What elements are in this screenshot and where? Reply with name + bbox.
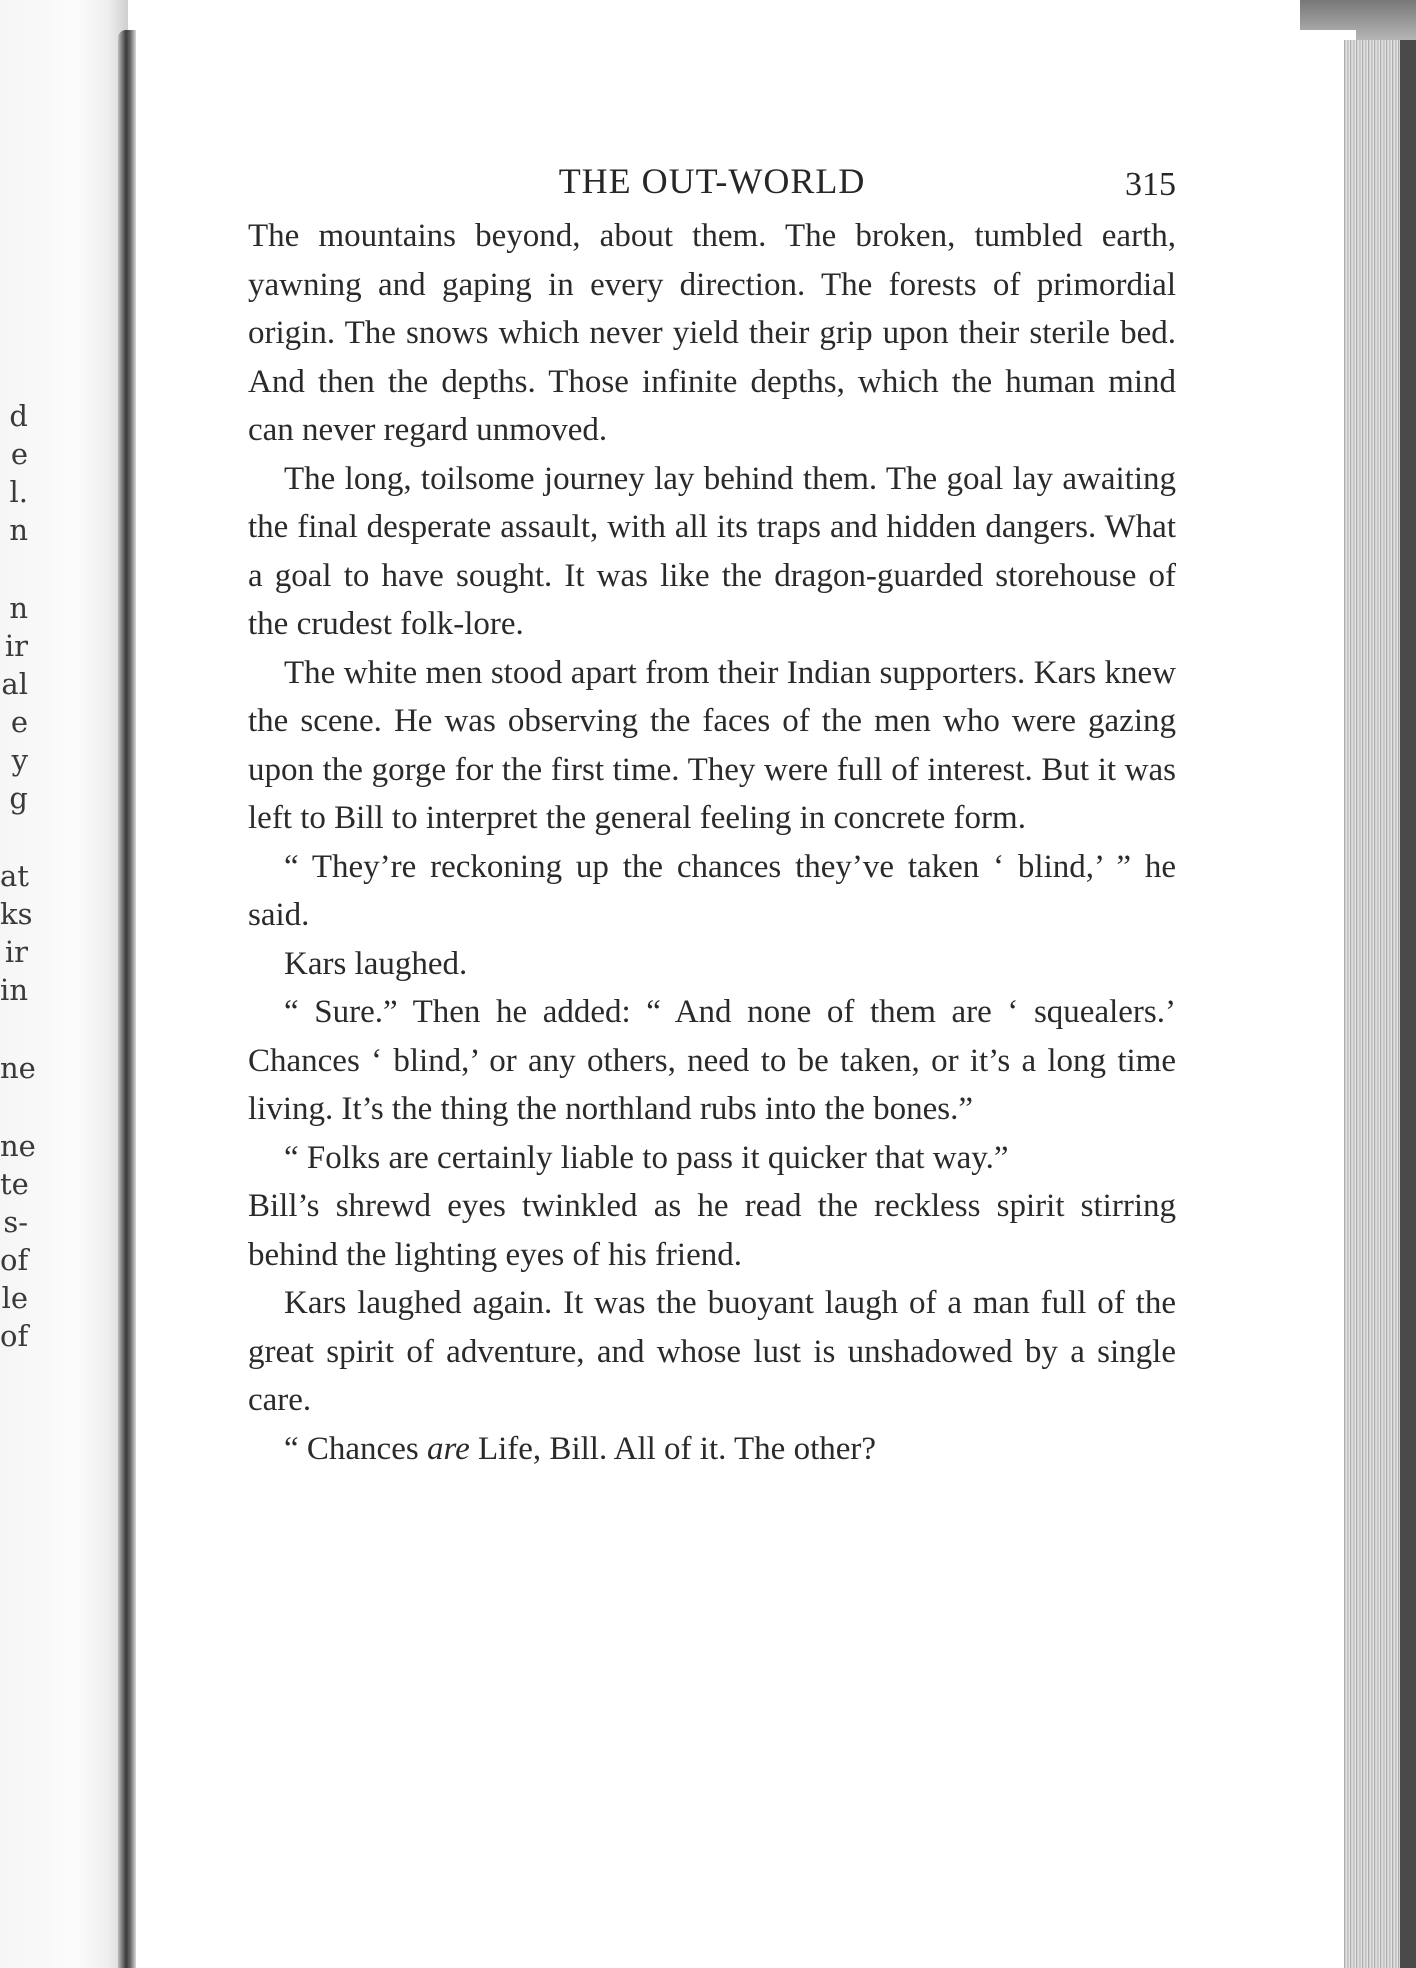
paragraph: The mountains beyond, about them. The broken, tumbled earth, yawning and gaping in every direction. The forests of primordial origin. The snows which never yield their grip upon their sterile bed. And then the depths. Those infinite depths, which the human mind can never regard unmoved. [248,218,1176,448]
book-gutter [118,30,136,1968]
paragraph: “ They’re reckoning up the chances they’ve taken ‘ blind,’ ” he said. [248,848,1176,933]
paragraph: Bill’s shrewd eyes twinkled as he read the reckless spirit stirring behind the lighting eyes of his friend. [248,1188,1176,1273]
left-page-fragment: ks [0,897,33,931]
last-line-end: Life, Bill. All of it. The other? [469,1430,877,1467]
paragraph: “ Sure.” Then he added: “ And none of them are ‘ squealers.’ Chances ‘ blind,’ or any others, need to be taken, or it’s a long time living. It’s the thing the northland rubs into the bones.” [248,994,1176,1127]
left-page-fragment: e [10,437,28,471]
left-page-fragment: l. [9,475,28,509]
left-page-fragment: s- [3,1205,28,1239]
left-page-fragment: n [9,591,28,625]
left-page-fragment: in [0,973,28,1007]
left-page-fragment: y [11,743,28,777]
left-page-fragment: ir [4,935,28,969]
left-page-fragment: at [0,859,29,893]
left-page-fragment: e [10,705,28,739]
left-page-fragment: ir [4,629,28,663]
chapter-title: THE OUT-WORLD [558,161,866,201]
left-page-fragment: al [1,667,28,701]
left-page-fragment: ne [0,1051,36,1085]
left-page-fragment: n [9,513,28,547]
previous-page-edge [0,0,128,1968]
paragraph-last-line [248,1425,1176,1474]
paragraph: The long, toilsome journey lay behind them. The goal lay awaiting the final desperate assault, with all its traps and hidden dangers. What a goal to have sought. It was like the dragon-guarded storehouse of the crudest folk-lore. [248,460,1176,642]
left-page-fragment: le [1,1281,28,1315]
book-cover-edge [1400,40,1416,1968]
paragraph: Kars laughed. [284,945,468,982]
left-page-fragment: te [0,1167,29,1201]
page-text [248,160,1176,1473]
running-head [248,160,1176,212]
left-page-fragment: ne [0,1129,36,1163]
italic-word: are [426,1430,470,1467]
page-number: 315 [1125,166,1176,203]
left-page-fragment: of [0,1319,29,1353]
last-line-start: “ Chances [284,1430,427,1467]
left-page-fragment: of [0,1243,29,1277]
left-page-fragment: g [9,781,28,815]
paragraph: Kars laughed again. It was the buoyant laugh of a man full of the great spirit of adventure, and whose lust is unshadowed by a single care. [248,1285,1176,1418]
paragraph: “ Folks are certainly liable to pass it quicker that way.” [284,1139,1009,1176]
left-page-fragment: d [9,399,28,433]
paragraph: The white men stood apart from their Indian supporters. Kars knew the scene. He was observing the faces of the men who were gazing upon the gorge for the first time. They were full of interest. But it was left to Bill to interpret the general feeling in concrete form. [248,654,1176,836]
